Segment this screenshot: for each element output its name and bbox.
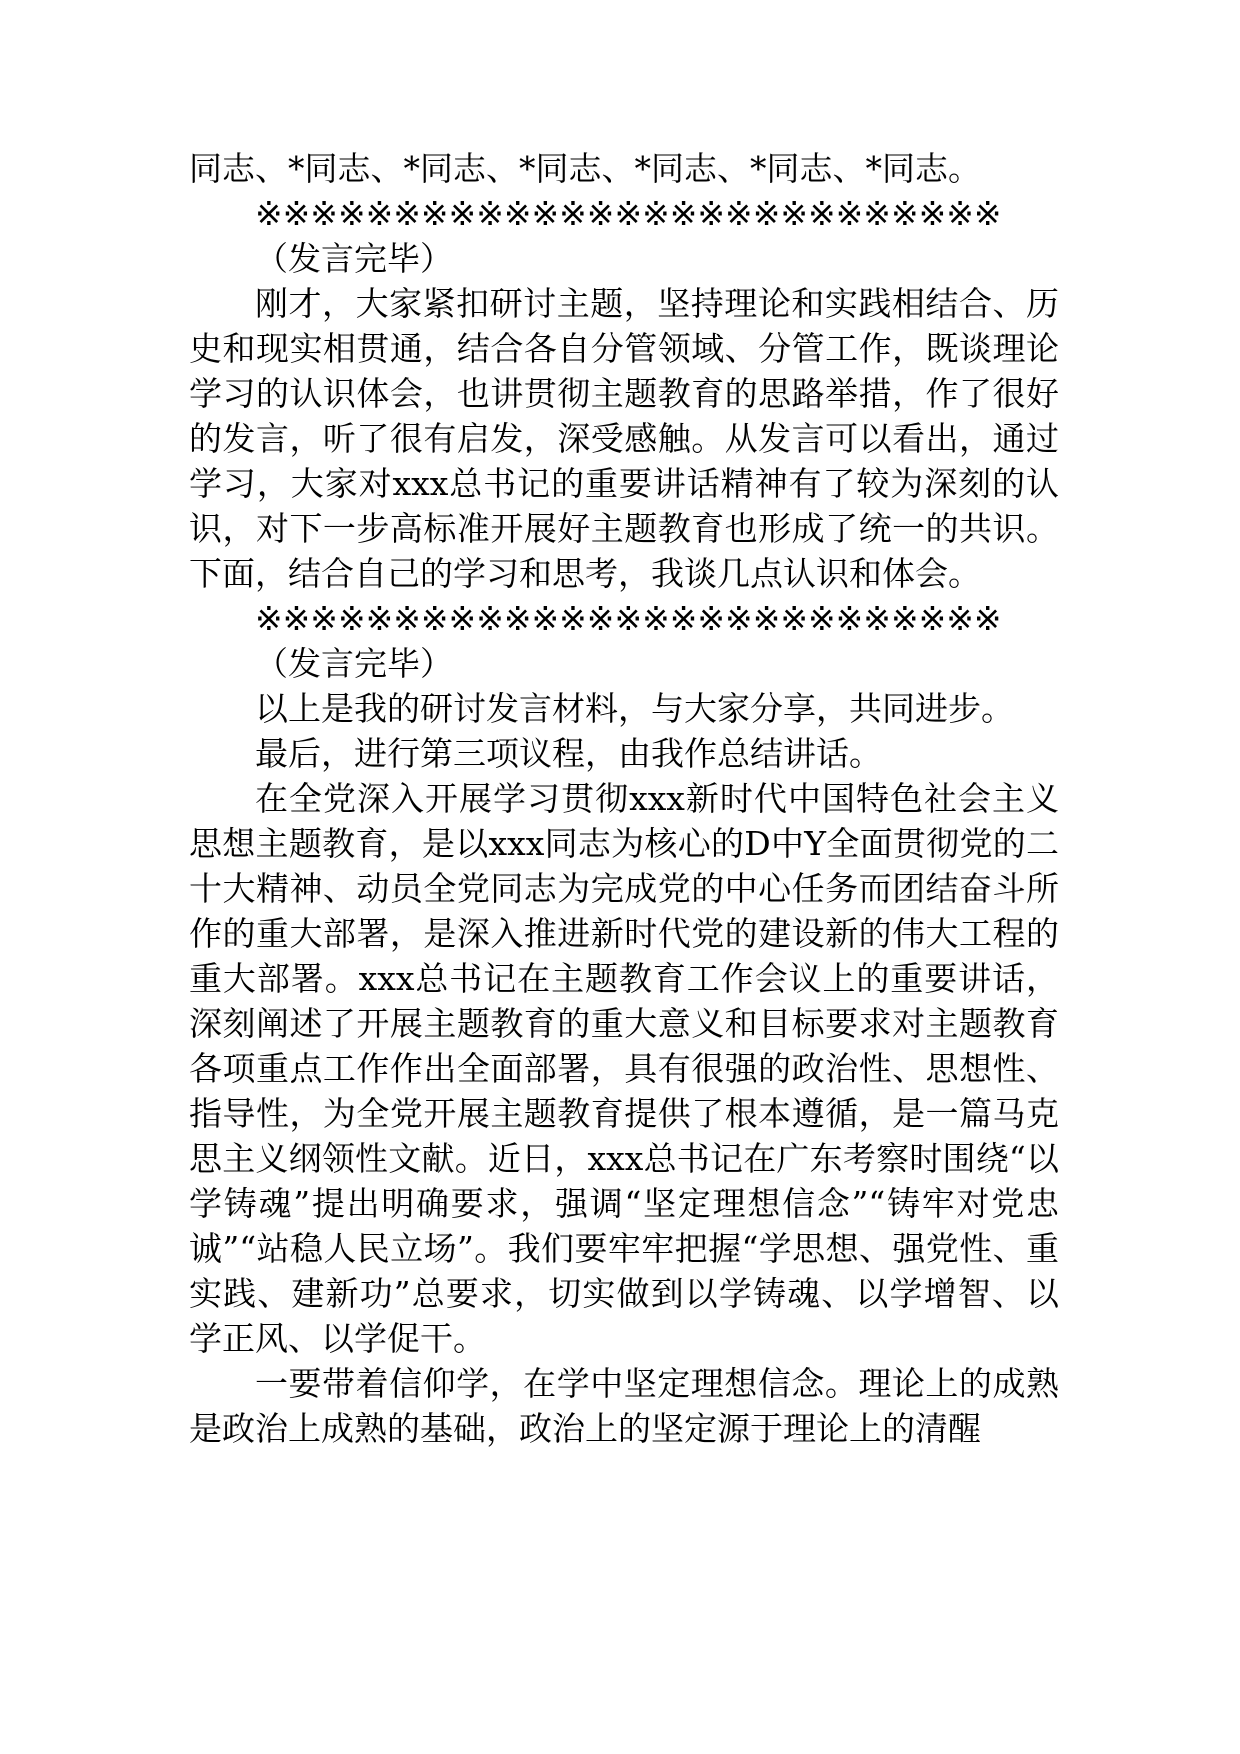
paragraph-agenda: 最后，进行第三项议程，由我作总结讲话。 bbox=[255, 734, 882, 773]
paragraph-point-one: 一要带着信仰学，在学中坚定理想信念。理论上的成熟是政治上成熟的基础，政治上的坚定源于理论上的清醒 bbox=[189, 1364, 1059, 1448]
paragraph-names: 同志、*同志、*同志、*同志、*同志、*同志、*同志。 bbox=[189, 149, 981, 188]
paragraph-summary: 刚才，大家紧扣研讨主题，坚持理论和实践相结合、历史和现实相贯通，结合各自分管领域、分管工作，既谈理论学习的认识体会，也讲贯彻主题教育的思路举措，作了很好的发言，听了很有启发，深受感触。从发言可以看出，通过学习，大家对xxx总书记的重要讲话精神有了较为深刻的认识，对下一步高标准开展好主题教育也形成了统一的共识。下面，结合自己的学习和思考，我谈几点认识和体会。 bbox=[189, 284, 1059, 593]
body-text bbox=[189, 146, 1059, 1451]
speech-end-note: （发言完毕） bbox=[255, 239, 453, 278]
separator-stars: ※※※※※※※※※※※※※※※※※※※※※※※※※※※ bbox=[255, 599, 1002, 638]
paragraph-main: 在全党深入开展学习贯彻xxx新时代中国特色社会主义思想主题教育，是以xxx同志为核心的D中Y全面贯彻党的二十大精神、动员全党同志为完成党的中心任务而团结奋斗所作的重大部署，是深入推进新时代党的建设新的伟大工程的重大部署。xxx总书记在主题教育工作会议上的重要讲话，深刻阐述了开展主题教育的重大意义和目标要求对主题教育各项重点工作作出全面部署，具有很强的政治性、思想性、指导性，为全党开展主题教育提供了根本遵循，是一篇马克思主义纲领性文献。近日，xxx总书记在广东考察时围绕“以学铸魂”提出明确要求，强调“坚定理想信念”“铸牢对党忠诚”“站稳人民立场”。我们要牢牢把握“学思想、强党性、重实践、建新功”总要求，切实做到以学铸魂、以学增智、以学正风、以学促干。 bbox=[189, 779, 1059, 1358]
speech-end-note: （发言完毕） bbox=[255, 644, 453, 683]
paragraph-share: 以上是我的研讨发言材料，与大家分享，共同进步。 bbox=[255, 689, 1014, 728]
separator-stars: ※※※※※※※※※※※※※※※※※※※※※※※※※※※ bbox=[255, 194, 1002, 233]
